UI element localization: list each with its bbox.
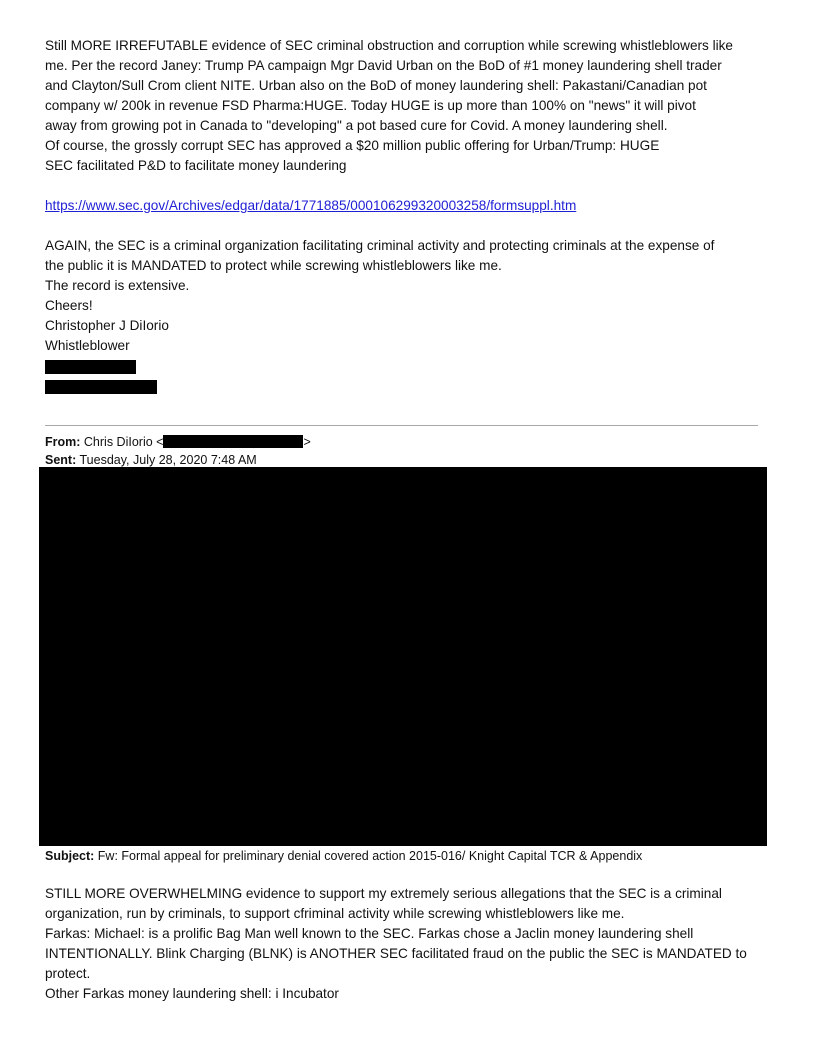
body-line: Farkas: Michael: is a prolific Bag Man well known to the SEC. Farkas chose a Jaclin money laundering shell: [45, 926, 694, 941]
redaction-bar: [45, 360, 136, 374]
redaction-block: [39, 467, 767, 846]
body-line: Cheers!: [45, 298, 93, 313]
body-line: protect.: [45, 966, 91, 981]
subject-value: Fw: Formal appeal for preliminary denial covered action 2015-016/ Knight Capital TCR & Appendix: [97, 849, 643, 863]
from-name: Chris DiIorio <: [83, 435, 164, 449]
subject-label: Subject:: [45, 849, 95, 863]
signature-title: Whistleblower: [45, 338, 130, 353]
email-body-closing: [45, 236, 775, 356]
body-line: Of course, the grossly corrupt SEC has approved a $20 million public offering for Urban/Trump: HUGE: [45, 138, 660, 153]
body-line: STILL MORE OVERWHELMING evidence to support my extremely serious allegations that the SEC is a criminal: [45, 886, 722, 901]
body-line: INTENTIONALLY. Blink Charging (BLNK) is ANOTHER SEC facilitated fraud on the public the SEC is MANDATED to: [45, 946, 747, 961]
body-line: The record is extensive.: [45, 278, 190, 293]
sent-value: Tuesday, July 28, 2020 7:48 AM: [79, 453, 257, 467]
body-line: company w/ 200k in revenue FSD Pharma:HUGE. Today HUGE is up more than 100% on "news" it will pivot: [45, 98, 696, 113]
redaction-bar: [45, 380, 157, 394]
sent-label: Sent:: [45, 453, 77, 467]
body-line: away from growing pot in Canada to "developing" a pot based cure for Covid. A money laundering shell.: [45, 118, 668, 133]
body-line: the public it is MANDATED to protect while screwing whistleblowers like me.: [45, 258, 502, 273]
from-close: >: [303, 435, 311, 449]
email-body-forwarded: [45, 884, 775, 1004]
subject-header: [45, 847, 642, 865]
from-header: [45, 433, 311, 451]
body-line: Other Farkas money laundering shell: i Incubator: [45, 986, 339, 1001]
message-divider: [45, 425, 758, 426]
body-line: Still MORE IRREFUTABLE evidence of SEC criminal obstruction and corruption while screwing whistleblowers like: [45, 38, 733, 53]
sec-filing-link[interactable]: https://www.sec.gov/Archives/edgar/data/1771885/000106299320003258/formsuppl.htm: [45, 198, 577, 213]
body-line: AGAIN, the SEC is a criminal organization facilitating criminal activity and protecting criminals at the expense of: [45, 238, 715, 253]
body-line: and Clayton/Sull Crom client NITE. Urban also on the BoD of money laundering shell: Pakastani/Canadian pot: [45, 78, 707, 93]
body-line: organization, run by criminals, to support cfriminal activity while screwing whistleblowers like me.: [45, 906, 625, 921]
body-line: me. Per the record Janey: Trump PA campaign Mgr David Urban on the BoD of #1 money laundering shell trader: [45, 58, 722, 73]
body-line: SEC facilitated P&D to facilitate money laundering: [45, 158, 347, 173]
from-label: From:: [45, 435, 81, 449]
email-body-top: [45, 36, 775, 176]
redaction-bar: [163, 435, 303, 448]
signature-name: Christopher J DiIorio: [45, 318, 169, 333]
sec-filing-link-row: [45, 196, 775, 216]
